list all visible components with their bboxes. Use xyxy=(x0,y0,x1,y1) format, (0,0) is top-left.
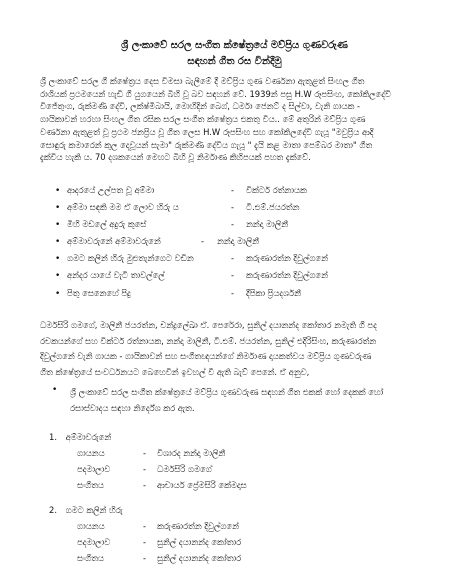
intro-line: රාශියක් ප්‍රථමයෙන් හැඩි ගී යුගයෙන් බිහි වූ බව සඳහන් වේ. 1939න් පසු H.W රූපසිංහ, කෝකිලදේවි xyxy=(40,88,391,99)
para2-line: රචකයන්ගේ සහ වික්ටර් රත්නායක, නන්දා මාලිනී, ටී.එම්. ජයරත්න, සුනිල් එදිරිසිංහ, කරුණාරත්න xyxy=(40,335,377,346)
para2-line: ගීත ක්ෂේත්‍රයේ සංවර්ධනයට බෙහෙවින් ඉවහල් වී ඇති බැව් පෙනේ. ඒ අනුව, xyxy=(40,366,310,377)
dash: - xyxy=(231,202,235,213)
recommendation-text xyxy=(70,384,432,416)
bullet: • xyxy=(55,237,61,248)
bullet: • xyxy=(55,254,61,265)
credit-name: කරුණාරත්න දිවුල්ගනේ xyxy=(157,521,239,531)
bullet: • xyxy=(52,385,58,395)
credit-name: විශාරද නන්දා මාලිනී xyxy=(157,448,226,458)
dash: - xyxy=(143,448,147,458)
title-line-2: සඳහන් ගීත රස වින්දීමු xyxy=(187,56,282,67)
credit-name: ධර්මසිරි ගමගේ xyxy=(157,464,212,474)
intro-line: ශ්‍රී ලංකාවේ සරල ගී ක්ෂේත්‍රය දෙස විමසා බැලීමේ දී මව්ප්‍රිය ගුණ වර්ණනා ඇතුළත් සිංහල ගීත xyxy=(40,76,365,86)
credit-role: සංගීතය xyxy=(77,480,104,490)
intro-line: ගායිකාවන් හරහා සිංහල ගීත රසික සරල සංගීත ක්ෂේත්‍රය එකතු විය.. මේ අතුරින් මව්ප්‍රිය ගුණ xyxy=(40,114,366,125)
intro-line: විජේතුංග, රුක්මණී දේවි, ලක්ෂ්මිබායි, මොහිදින් බෙග්, ධර්මා ජෙනට් ද සිල්වා, වැනි ගායක - xyxy=(40,101,361,112)
bullet: • xyxy=(55,186,61,196)
numbered-item xyxy=(49,505,123,515)
dash: - xyxy=(143,521,147,531)
artist-name: කරුණාරත්න දිවුල්ගනේ xyxy=(246,270,328,281)
item-number: 1. xyxy=(49,432,57,442)
list-item xyxy=(55,219,445,236)
song-title: අන්දර යායේ වැටි තාවල්ලේ xyxy=(67,270,165,281)
song-title: මිහි මඩලේ අදුරු කුසේ xyxy=(67,219,147,230)
song-title: ආදරයේ උල්පත වූ අම්මා xyxy=(67,185,155,195)
list-item xyxy=(55,270,445,287)
intro-paragraph xyxy=(40,75,432,164)
bullet: • xyxy=(55,288,61,299)
dash: - xyxy=(143,464,147,474)
artist-name: නන්දා මාලිනී xyxy=(217,236,259,247)
dash: - xyxy=(143,480,147,490)
artist-name: වික්ටර් රත්නායක xyxy=(246,185,307,195)
song-title: පිතු සෙනෙහේ පිදු xyxy=(67,287,131,298)
credit-role: පදමාලාව xyxy=(77,537,111,547)
credit-name: සුනිල් දයානන්ද කෝතාර xyxy=(157,553,242,563)
intro-line: සොඳුරු කමාරෙන් කුල දෙවූයන් සැමා" රුක්මණී දේවිය ගැයූ " දැයි කළ මාතා පෙම්බර මාතා" ගීත xyxy=(40,139,373,150)
para2-line: දිවුල්ගනේ වැනි ගායක - ගායිකාවන් සහ සංගීතඥයන්ගේ නිර්මාණ දායකත්වය මව්ප්‍රිය ගුණවරුණ xyxy=(40,351,372,361)
credit-role: සංගීතය xyxy=(77,553,104,563)
item-title: ගමට කලින් හිරු xyxy=(65,505,123,515)
title-line-1: ශ්‍රී ලංකාවේ සරල සංගීත ක්ෂේත්‍රයේ මව්ප්‍රිය ගුණවරුණ xyxy=(121,40,348,51)
song-list xyxy=(55,185,445,305)
recommendation-line: ශ්‍රී ලංකාවේ සරල සංගීත ක්ෂේත්‍රයේ මව්ප්‍රිය ගුණවරුණ සඳහන් ගීත එකක් හෝ දෙකක් හෝ xyxy=(70,387,384,397)
list-item xyxy=(55,236,445,253)
item-title: අම්මාවරුනේ xyxy=(65,432,112,442)
bullet: • xyxy=(55,220,61,231)
credit-role: පදමාලාව xyxy=(77,464,111,474)
credit-name: සුනිල් දයානන්ද කෝතාර xyxy=(157,537,242,547)
credit-role: ගායනය xyxy=(77,521,105,531)
song-title: ගමට කලින් හිරු මුළුතැන්ගෙට වඩින xyxy=(67,253,194,264)
artist-name: කරුණාරත්න දිවුල්ගනේ xyxy=(246,253,328,264)
dash: - xyxy=(231,219,235,230)
second-paragraph xyxy=(40,318,432,380)
artist-name: ටී.එම්.ජයරත්න xyxy=(246,202,300,213)
dash: - xyxy=(231,270,235,281)
credit-role: ගායනය xyxy=(77,448,105,458)
artist-name: නන්දා මාලිනී xyxy=(246,219,288,230)
numbered-item xyxy=(49,432,111,442)
credit-name: ආචාර්ය ප්‍රේමසිරි කේමදාස xyxy=(157,480,247,490)
list-item xyxy=(55,202,445,219)
intro-line: වර්ණනා ඇතුළත් වූ ප්‍රථම ජනප්‍රිය වූ ගීත ලෙස H.W රූපසිංහ සහ කෝකිලදේවි ගැයූ "මවුප්‍රිය ආදි xyxy=(40,126,374,137)
dash: - xyxy=(231,253,235,264)
para2-line: ධර්මසිරි ගමගේ, මාලිනී ජයරත්න, චන්ද්‍රලේඛා ඒ. පෙරේරා, සුනිල් දයානන්ද කෝතාර නමැති ගී පද xyxy=(40,320,377,330)
list-item xyxy=(55,253,445,270)
recommendation-line: රසාස්වාදය සඳහා නිර්දේශ කර ඇත. xyxy=(70,403,195,413)
dash: - xyxy=(143,537,147,547)
dash: - xyxy=(231,185,235,195)
list-item xyxy=(55,288,445,305)
dash: - xyxy=(201,236,205,247)
song-title: අම්මාවරුනේ අම්මාවරුනේ xyxy=(67,236,161,247)
list-item xyxy=(55,185,445,202)
artist-name: දීපිකා ප්‍රියදර්ශනී xyxy=(246,287,301,298)
item-number: 2. xyxy=(49,505,57,515)
dash: - xyxy=(143,553,147,563)
song-title: අම්මා සඳකි මම ඒ ලොව හිරු ය xyxy=(67,202,179,213)
bullet: • xyxy=(55,271,61,282)
bullet: • xyxy=(55,203,61,214)
intro-line: දැක්විය හැකි ය. 70 දශකයෙන් මෙහට බිහි වූ නිර්මාණ කිහිපයක් පහත දැක්වේ. xyxy=(40,152,311,163)
dash: - xyxy=(231,287,235,298)
